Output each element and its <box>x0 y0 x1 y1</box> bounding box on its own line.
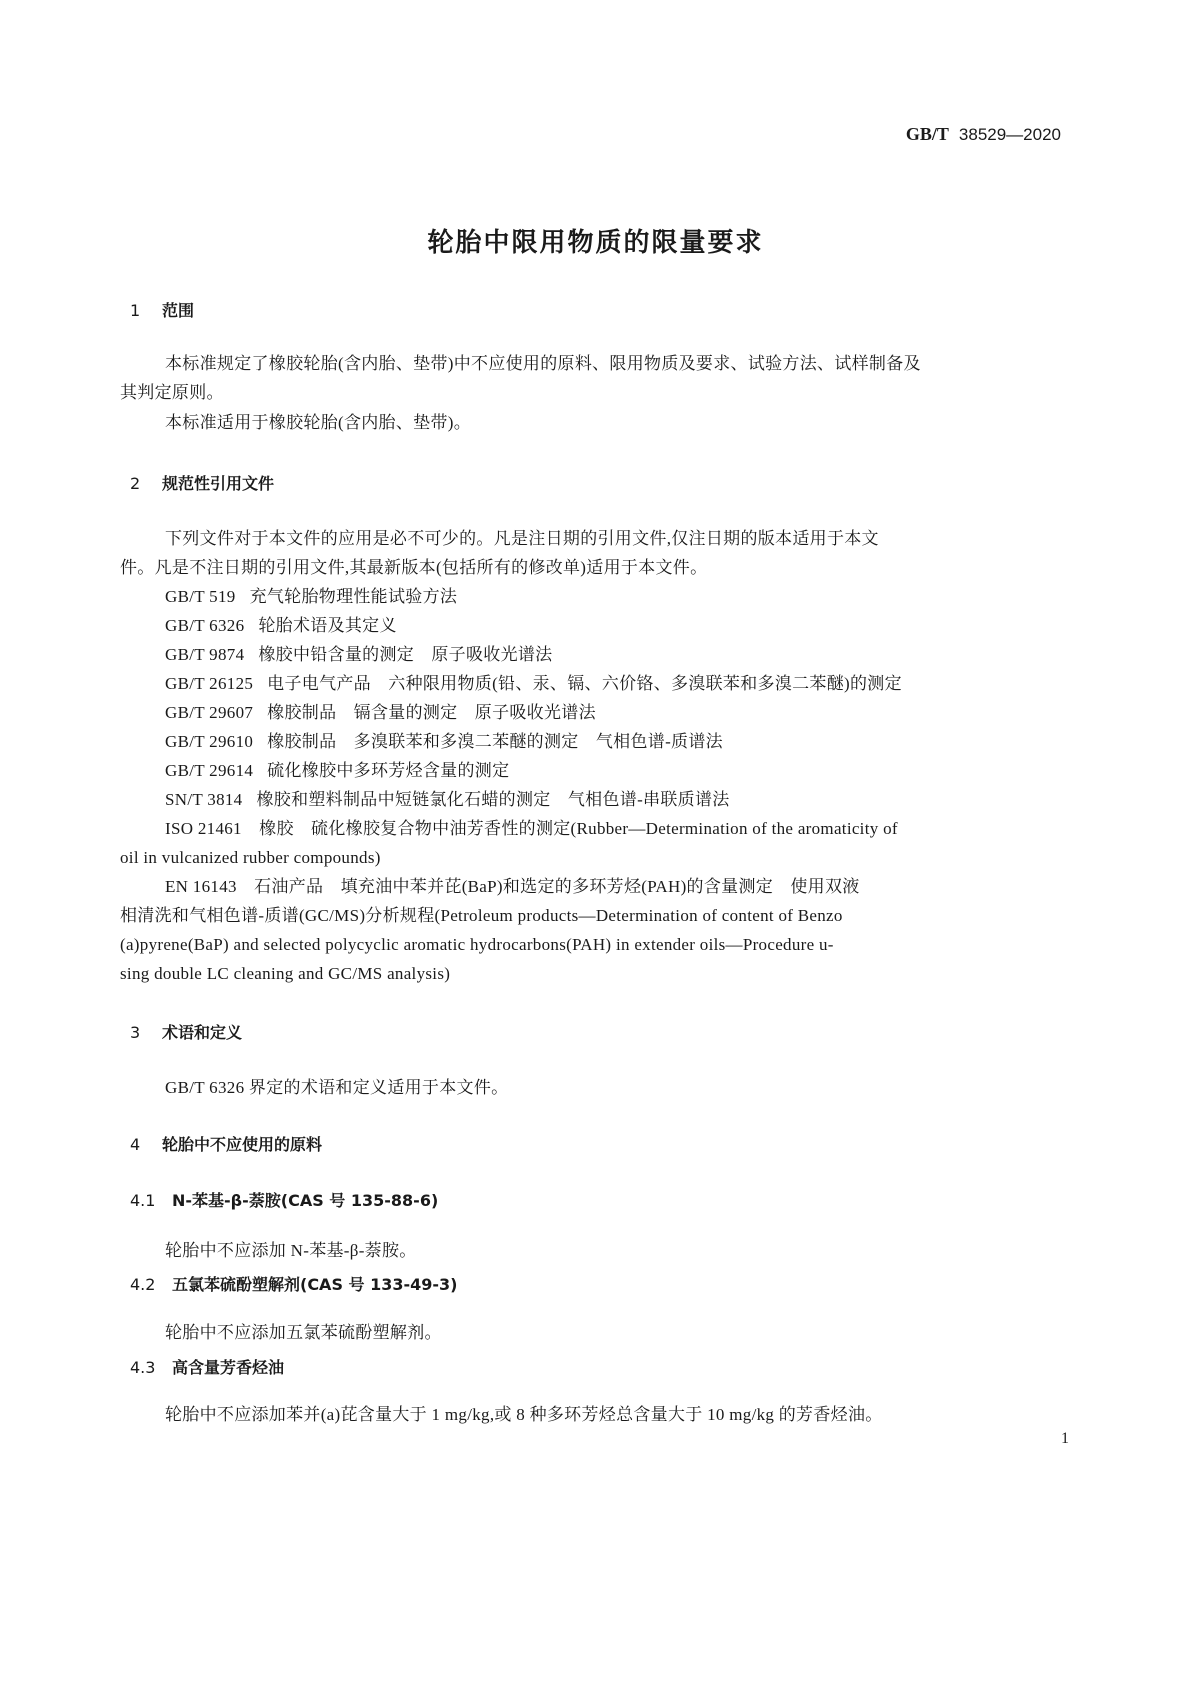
reference-item <box>165 727 723 757</box>
reference-item <box>165 640 552 670</box>
subsection-title: N-苯基-β-萘胺(CAS 号 135-88-6) <box>172 1191 439 1210</box>
reference-item <box>165 698 596 728</box>
reference-title: 轮胎术语及其定义 <box>258 616 397 635</box>
subsection-4-3-heading <box>130 1355 284 1378</box>
section-4-heading <box>130 1132 322 1155</box>
reference-item <box>165 582 457 612</box>
section-number: 3 <box>130 1023 141 1042</box>
section-title: 轮胎中不应使用的原料 <box>162 1135 323 1154</box>
reference-item <box>165 611 397 641</box>
subsection-number: 4.2 <box>130 1275 156 1294</box>
standard-code <box>906 124 1061 145</box>
reference-item <box>165 756 509 786</box>
reference-code: GB/T 29614 <box>165 761 254 780</box>
reference-code: SN/T 3814 <box>165 790 243 809</box>
subsection-4-2-heading <box>130 1272 458 1295</box>
reference-title: 橡胶和塑料制品中短链氯化石蜡的测定 气相色谱-串联质谱法 <box>256 790 730 809</box>
paragraph: GB/T 6326 界定的术语和定义适用于本文件。 <box>165 1078 509 1097</box>
section-1-heading <box>130 298 194 321</box>
paragraph: 轮胎中不应添加 N-苯基-β-萘胺。 <box>165 1241 417 1260</box>
paragraph: 本标准适用于橡胶轮胎(含内胎、垫带)。 <box>165 413 472 432</box>
section-title: 规范性引用文件 <box>162 474 275 493</box>
reference-iso-line: ISO 21461 橡胶 硫化橡胶复合物中油芳香性的测定(Rubber—Determination of the aromaticity of <box>165 819 898 838</box>
subsection-number: 4.3 <box>130 1358 156 1377</box>
reference-item <box>165 785 730 815</box>
paragraph: 件。凡是不注日期的引用文件,其最新版本(包括所有的修改单)适用于本文件。 <box>120 558 708 577</box>
standard-number: 38529—2020 <box>958 125 1061 144</box>
section-title: 范围 <box>162 301 195 320</box>
reference-code: GB/T 29610 <box>165 732 254 751</box>
reference-en-line: 相清洗和气相色谱-质谱(GC/MS)分析规程(Petroleum products—Determination of content of Benzo <box>120 906 843 925</box>
paragraph: 轮胎中不应添加五氯苯硫酚塑解剂。 <box>165 1323 442 1342</box>
subsection-title: 五氯苯硫酚塑解剂(CAS 号 133-49-3) <box>172 1275 458 1294</box>
paragraph: 轮胎中不应添加苯并(a)芘含量大于 1 mg/kg,或 8 种多环芳烃总含量大于 10 mg/kg 的芳香烃油。 <box>165 1405 883 1424</box>
reference-en-line: (a)pyrene(BaP) and selected polycyclic aromatic hydrocarbons(PAH) in extender oils—Procedure u- <box>120 935 834 954</box>
page-number: 1 <box>1061 1430 1069 1447</box>
section-number: 2 <box>130 474 141 493</box>
reference-title: 橡胶中铅含量的测定 原子吸收光谱法 <box>258 645 553 664</box>
paragraph: 其判定原则。 <box>120 383 224 402</box>
section-number: 1 <box>130 301 141 320</box>
paragraph: 本标准规定了橡胶轮胎(含内胎、垫带)中不应使用的原料、限用物质及要求、试验方法、试样制备及 <box>165 354 921 373</box>
subsection-number: 4.1 <box>130 1191 156 1210</box>
reference-code: GB/T 9874 <box>165 645 245 664</box>
reference-iso-line: oil in vulcanized rubber compounds) <box>120 848 381 867</box>
reference-en-line: EN 16143 石油产品 填充油中苯并芘(BaP)和选定的多环芳烃(PAH)的含量测定 使用双液 <box>165 877 860 896</box>
reference-code: GB/T 6326 <box>165 616 245 635</box>
section-3-heading <box>130 1020 242 1043</box>
paragraph: 下列文件对于本文件的应用是必不可少的。凡是注日期的引用文件,仅注日期的版本适用于本文 <box>165 529 879 548</box>
reference-code: GB/T 29607 <box>165 703 254 722</box>
section-title: 术语和定义 <box>162 1023 243 1042</box>
reference-en-line: sing double LC cleaning and GC/MS analysis) <box>120 964 451 983</box>
section-2-heading <box>130 471 274 494</box>
reference-title: 橡胶制品 镉含量的测定 原子吸收光谱法 <box>267 703 596 722</box>
subsection-4-1-heading <box>130 1188 438 1211</box>
reference-item <box>165 669 902 699</box>
reference-title: 硫化橡胶中多环芳烃含量的测定 <box>267 761 510 780</box>
section-number: 4 <box>130 1135 141 1154</box>
document-title: 轮胎中限用物质的限量要求 <box>427 228 764 258</box>
standard-prefix: GB/T <box>905 124 949 144</box>
reference-code: GB/T 26125 <box>165 674 254 693</box>
reference-title: 橡胶制品 多溴联苯和多溴二苯醚的测定 气相色谱-质谱法 <box>267 732 723 751</box>
subsection-title: 高含量芳香烃油 <box>172 1358 285 1377</box>
reference-title: 电子电气产品 六种限用物质(铅、汞、镉、六价铬、多溴联苯和多溴二苯醚)的测定 <box>267 674 902 693</box>
reference-title: 充气轮胎物理性能试验方法 <box>249 587 458 606</box>
reference-code: GB/T 519 <box>165 587 236 606</box>
